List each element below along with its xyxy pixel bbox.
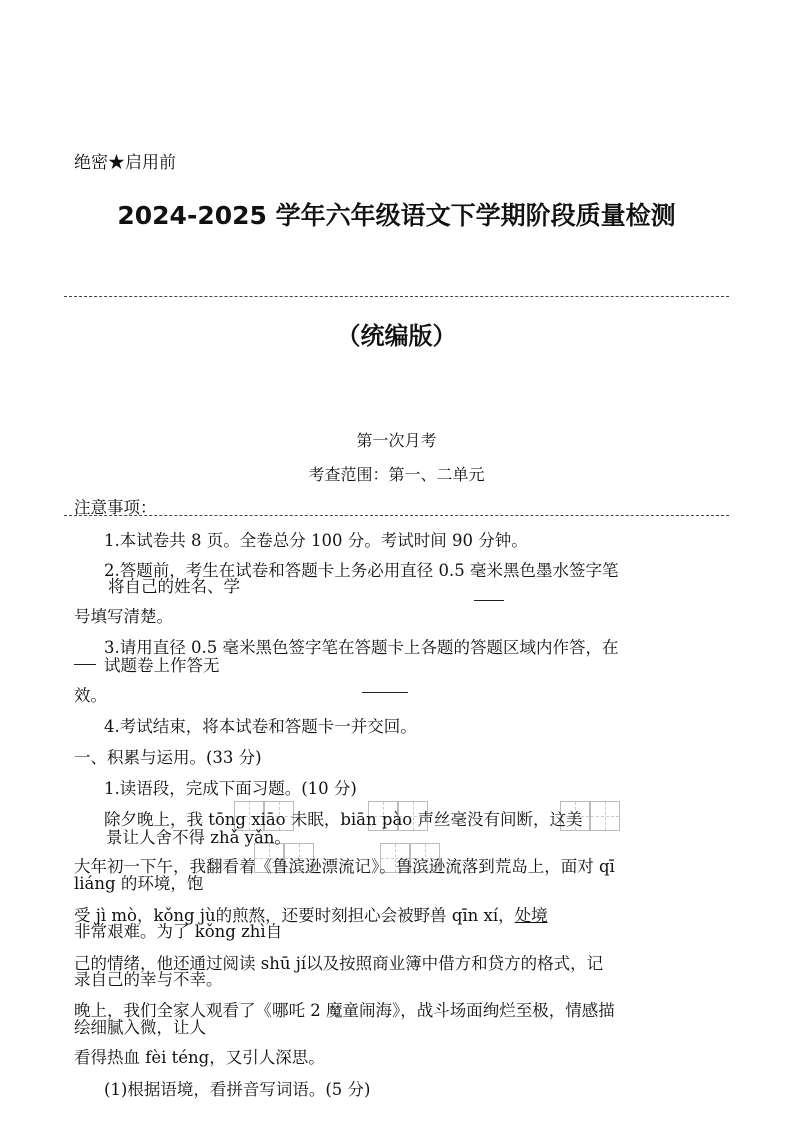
- blank-underline: [74, 664, 96, 665]
- passage-line-1-overlay: 景让人舍不得 zhǎ yǎn。: [106, 828, 291, 847]
- blank-underline: [362, 692, 408, 693]
- passage-line-6: 看得热血 fèi téng，又引人深思。: [74, 1048, 325, 1067]
- divider-notice: [64, 515, 729, 516]
- exam-name: 第一次月考: [356, 431, 437, 450]
- notice-heading: 注意事项：: [74, 498, 157, 517]
- notice-item-2-overlay: 将自己的姓名、学: [108, 577, 240, 596]
- passage-line-2-overlay: liáng 的环境，饱: [74, 874, 204, 893]
- blank-underline: [474, 600, 504, 601]
- notice-item-3-overlay: 试题卷上作答无: [104, 656, 220, 675]
- exam-title: 2024-2025 学年六年级语文下学期阶段质量检测: [117, 201, 676, 230]
- writing-grid[interactable]: [590, 801, 620, 831]
- question-1: 1.读语段，完成下面习题。(10 分): [104, 779, 357, 798]
- passage-line-4: 己的情绪，他还通过阅读 shū jí以及按照商业簿中借方和贷方的格式，记: [74, 954, 604, 973]
- notice-item-1: 1.本试卷共 8 页。全卷总分 100 分。考试时间 90 分钟。: [104, 531, 528, 550]
- passage-line-3-overlay: 非常艰难。为了 kǒng zhì自: [74, 922, 283, 941]
- exam-scope: 考查范围：第一、二单元: [308, 465, 485, 484]
- passage-line-4-overlay: 录自己的幸与不幸。: [74, 970, 223, 989]
- passage-line-3-text: 受 jì mò，kǒng jù的煎熬，还要时刻担心会被野兽 qīn xí，: [74, 906, 515, 925]
- passage-line-5-overlay: 绘细腻入微，让人: [74, 1018, 206, 1037]
- notice-item-2-cont: 号填写清楚。: [74, 607, 173, 626]
- passage-line-5: 晚上，我们全家人观看了《哪吒 2 魔童闹海》，战斗场面绚烂至极，情感描: [74, 1001, 615, 1020]
- notice-item-2: 2.答题前，考生在试卷和答题卡上务必用直径 0.5 毫米黑色墨水签字笔: [104, 561, 619, 580]
- edition-label: （统编版）: [336, 321, 457, 350]
- divider-top: [64, 296, 729, 297]
- confidential-label: 绝密★启用前: [74, 153, 176, 173]
- passage-line-2: 大年初一下午，我翻看着《鲁滨逊漂流记》。鲁滨逊流落到荒岛上，面对 qī: [74, 857, 615, 876]
- passage-line-1: 除夕晚上，我 tōng xiāo 未眠，biān pào 声丝毫没有间断，这美: [104, 810, 583, 829]
- notice-item-4: 4.考试结束，将本试卷和答题卡一并交回。: [104, 717, 417, 736]
- notice-item-3: 3.请用直径 0.5 毫米黑色签字笔在答题卡上各题的答题区域内作答，在: [104, 638, 619, 657]
- section-heading: 一、积累与运用。(33 分): [74, 748, 262, 767]
- notice-item-3-cont: 效。: [74, 686, 107, 705]
- sub-question-1: (1)根据语境，看拼音写词语。(5 分): [104, 1080, 371, 1099]
- underlined-phrase: 处境: [514, 906, 548, 925]
